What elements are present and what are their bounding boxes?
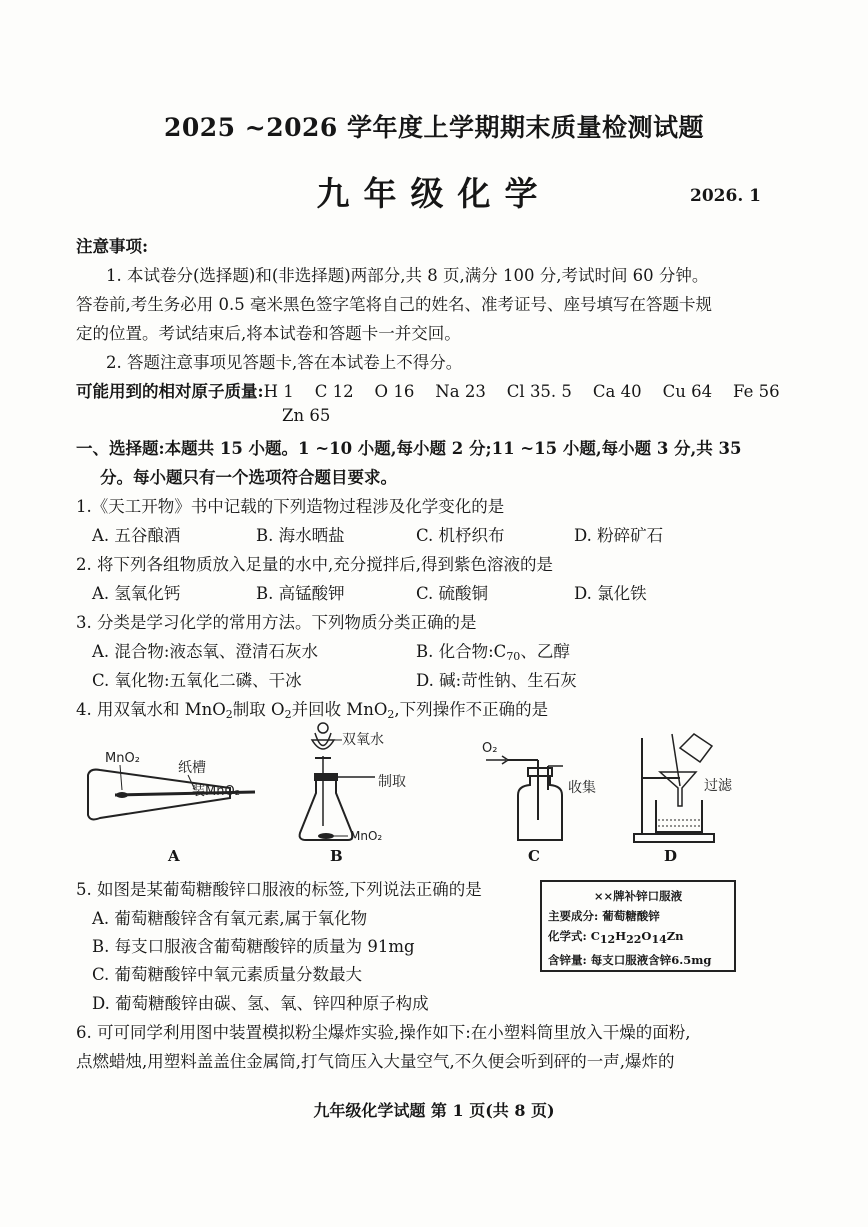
exam-title: 2025 ~2026 学年度上学期期末质量检测试题 — [163, 113, 705, 142]
fig-b-mno2-label: MnO₂ — [350, 829, 383, 843]
q3-stem: 3. 分类是学习化学的常用方法。下列物质分类正确的是 — [76, 613, 477, 632]
q2-option-c: C. 硫酸铜 — [416, 584, 489, 603]
label-box-formula: 化学式: C12H22O14Zn — [548, 929, 684, 946]
figure-a-test-tube — [70, 740, 260, 850]
section1-line1: 一、选择题:本题共 15 小题。1 ~10 小题,每小题 2 分;11 ~15 小题,每小题 3 分,共 35 — [76, 439, 742, 458]
q2-option-d: D. 氯化铁 — [574, 584, 647, 603]
q3-option-a: A. 混合物:液态氧、澄清石灰水 — [92, 642, 318, 661]
label-box-ingredient: 主要成分: 葡萄糖酸锌 — [548, 909, 660, 923]
notice-item1-line2: 答卷前,考生务必用 0.5 毫米黑色签字笔将自己的姓名、准考证号、座号填写在答题卡规 — [76, 295, 712, 314]
label-box-title: ××牌补锌口服液 — [593, 889, 683, 903]
q1-option-b: B. 海水晒盐 — [256, 526, 345, 545]
section1-line2: 分。每小题只有一个选项符合题目要求。 — [100, 468, 397, 487]
fig-a-mno2-label: MnO₂ — [105, 751, 140, 766]
fig-b-h2o2-label: 双氧水 — [342, 732, 384, 748]
q5-option-c: C. 葡萄糖酸锌中氧元素质量分数最大 — [92, 965, 363, 984]
q5-option-a: A. 葡萄糖酸锌含有氧元素,属于氧化物 — [92, 909, 368, 928]
q5-option-d: D. 葡萄糖酸锌由碳、氢、氧、锌四种原子构成 — [92, 994, 429, 1013]
q3-option-c: C. 氧化物:五氧化二磷、干冰 — [92, 671, 302, 690]
atomic-mass-line2: Zn 65 — [282, 406, 331, 425]
atomic-mass-label: 可能用到的相对原子质量: — [76, 382, 264, 401]
figure-c-gas-bottle — [478, 740, 618, 845]
exam-date: 2026. 1 — [690, 186, 761, 206]
q6-line2: 点燃蜡烛,用塑料盖盖住金属筒,打气筒压入大量空气,不久便会听到砰的一声,爆炸的 — [76, 1052, 675, 1071]
notice-item1-line1: 1. 本试卷分(选择题)和(非选择题)两部分,共 8 页,满分 100 分,考试时间 60 分钟。 — [106, 266, 709, 285]
q2-option-a: A. 氢氧化钙 — [92, 584, 181, 603]
fig-c-letter: C — [528, 847, 540, 865]
fig-a-trough-label: 纸槽 — [178, 760, 206, 776]
atomic-mass-row — [76, 378, 780, 402]
q5-option-b: B. 每支口服液含葡萄糖酸锌的质量为 91mg — [92, 937, 415, 956]
label-box-zinc-content: 含锌量: 每支口服液含锌6.5mg — [548, 953, 712, 967]
q3-option-b: B. 化合物$:C_{70}$、乙醇 — [416, 642, 570, 663]
fig-d-filter-label: 过滤 — [704, 778, 732, 794]
product-label-box — [540, 880, 736, 972]
fig-c-o2-label: O₂ — [482, 741, 498, 756]
notice-item2: 2. 答题注意事项见答题卡,答在本试卷上不得分。 — [106, 353, 463, 372]
figure-b-flask — [290, 718, 440, 848]
subject-title: 九年级化学 — [316, 174, 552, 213]
fig-b-make-label: 制取 — [378, 774, 406, 790]
fig-c-collect-label: 收集 — [568, 780, 596, 796]
q1-stem: 1.《天工开物》书中记载的下列造物过程涉及化学变化的是 — [76, 497, 505, 516]
q2-option-b: B. 高锰酸钾 — [256, 584, 345, 603]
q1-option-d: D. 粉碎矿石 — [574, 526, 664, 545]
fig-d-letter: D — [664, 847, 678, 865]
q5-stem: 5. 如图是某葡萄糖酸锌口服液的标签,下列说法正确的是 — [76, 880, 482, 899]
q6-line1: 6. 可可同学利用图中装置模拟粉尘爆炸实验,操作如下:在小塑料筒里放入干燥的面粉, — [76, 1023, 691, 1042]
atomic-mass-values: H 1 C 12 O 16 Na 23 Cl 35. 5 Ca 40 Cu 64 Fe 56 — [263, 382, 780, 401]
q1-option-c: C. 机杼织布 — [416, 526, 505, 545]
fig-a-load-label: 装MnO₂ — [192, 784, 240, 799]
figure-d-filtration — [628, 728, 748, 846]
notice-heading: 注意事项: — [76, 237, 149, 256]
notice-item1-line3: 定的位置。考试结束后,将本试卷和答题卡一并交回。 — [76, 324, 461, 343]
q4-stem: 4. 用双氧水和 MnO$_2$制取 $O_2$并回收 MnO$_2$,下列操作不正确的是 — [76, 700, 549, 721]
fig-b-letter: B — [330, 847, 343, 865]
fig-a-letter: A — [168, 847, 180, 865]
q3-option-d: D. 碱:苛性钠、生石灰 — [416, 671, 577, 690]
page-footer: 九年级化学试题 第 1 页(共 8 页) — [313, 1101, 555, 1120]
q2-stem: 2. 将下列各组物质放入足量的水中,充分搅拌后,得到紫色溶液的是 — [76, 555, 553, 574]
q1-option-a: A. 五谷酿酒 — [92, 526, 181, 545]
